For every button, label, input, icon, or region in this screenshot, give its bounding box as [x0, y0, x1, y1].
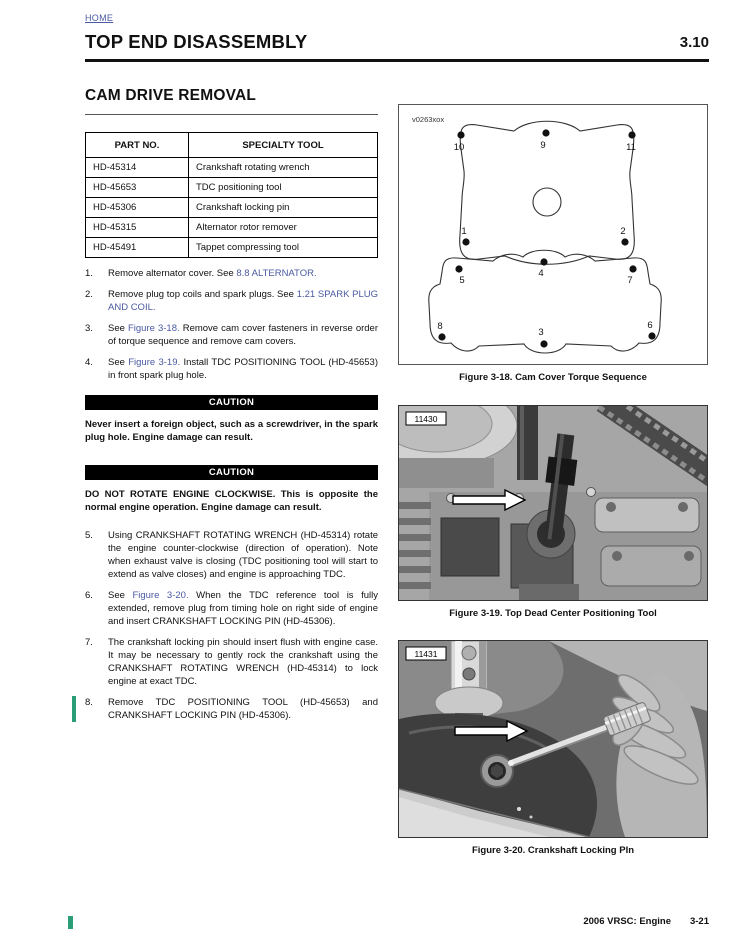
procedure-step-revised [85, 696, 378, 722]
tool-cell: Alternator rotor remover [189, 218, 378, 238]
figure-3-20 [398, 640, 708, 857]
step-text: See Figure 3-20. When the TDC reference tool is fully extended, remove plug from timing hole on right side of engine and insert CRANKSHAFT LOCKING PIN (HD-45306). [108, 590, 378, 627]
procedure-step [85, 356, 378, 382]
procedure-step [85, 529, 378, 581]
figure-3-19 [398, 405, 708, 620]
step-text: Remove alternator cover. See 8.8 ALTERNATOR. [108, 268, 317, 279]
table-row [86, 238, 378, 258]
figure-3-18 [398, 104, 708, 384]
photo-id-badge [406, 412, 446, 425]
col-header-specialty-tool: SPECIALTY TOOL [189, 133, 378, 158]
torque-bolt-number: 1 [461, 226, 467, 237]
tdc-tool-photo [398, 405, 708, 601]
torque-bolt-number: 7 [627, 275, 633, 286]
torque-bolt-dot [455, 265, 462, 272]
left-column [85, 86, 378, 730]
torque-bolt-dot [628, 131, 635, 138]
cross-reference-link[interactable]: 8.8 ALTERNATOR. [236, 268, 317, 279]
figure-caption: Figure 3-19. Top Dead Center Positioning Tool [449, 608, 657, 619]
caution-block [85, 395, 378, 444]
step-text: See Figure 3-19. Install TDC POSITIONING TOOL (HD-45653) in front spark plug hole. [108, 357, 378, 381]
section-number: 3.10 [679, 34, 709, 51]
torque-bolt-number: 4 [538, 268, 544, 279]
svg-text:11431: 11431 [414, 649, 438, 659]
part-no-cell: HD-45315 [86, 218, 189, 238]
torque-bolt-number: 5 [459, 275, 465, 286]
torque-bolt-number: 10 [453, 142, 465, 153]
step-number: 2. [85, 289, 93, 300]
page-title: TOP END DISASSEMBLY [85, 31, 308, 52]
manual-name: 2006 VRSC: Engine [583, 916, 671, 927]
caution-text: DO NOT ROTATE ENGINE CLOCKWISE. This is opposite the normal engine operation. Engine damage can result. [85, 489, 378, 513]
step-number: 4. [85, 357, 93, 368]
timing-hole-art [481, 755, 513, 787]
procedure-steps-1-4 [85, 267, 378, 382]
procedure-step [85, 636, 378, 688]
revision-change-bar [72, 696, 76, 722]
tool-cell: TDC positioning tool [189, 178, 378, 198]
cross-reference-link[interactable]: Figure 3-18. [127, 323, 180, 334]
step-text: Remove plug top coils and spark plugs. See 1.21 SPARK PLUG AND COIL. [108, 289, 378, 313]
part-no-cell: HD-45306 [86, 198, 189, 218]
procedure-step [85, 322, 378, 348]
heading-rule [85, 114, 378, 115]
locking-pin-photo [398, 640, 708, 838]
diagram-code: v0263xox [412, 115, 445, 124]
part-no-cell: HD-45491 [86, 238, 189, 258]
step-text: Remove TDC POSITIONING TOOL (HD-45653) and CRANKSHAFT LOCKING PIN (HD-45306). [108, 697, 378, 721]
torque-bolt-number: 2 [620, 226, 626, 237]
caution-block [85, 465, 378, 514]
caution-header: CAUTION [85, 465, 378, 480]
page-footer [583, 916, 709, 927]
torque-bolt-dot [542, 129, 549, 136]
tool-cell: Tappet compressing tool [189, 238, 378, 258]
cross-reference-link[interactable]: Figure 3-19. [128, 357, 181, 368]
engine-top-photo-art [399, 406, 707, 600]
torque-bolt-dot [648, 332, 655, 339]
torque-bolt-number: 11 [626, 142, 636, 153]
step-text: See Figure 3-18. Remove cam cover fasteners in reverse order of torque sequence and remove cam covers. [108, 323, 378, 347]
section-heading: CAM DRIVE REMOVAL [85, 87, 257, 104]
table-header-row [86, 133, 378, 158]
caution-text: Never insert a foreign object, such as a screwdriver, in the spark plug hole. Engine damage can result. [85, 419, 378, 443]
step-text: Using CRANKSHAFT ROTATING WRENCH (HD-45314) rotate the engine counter-clockwise (direction of operation). Note when exhaust valve is closing (TDC positioning tool will start to extend as valve closes) and engine is approaching TDC. [108, 530, 378, 580]
procedure-step [85, 589, 378, 628]
step-number: 6. [85, 590, 93, 601]
step-text: The crankshaft locking pin should insert flush with engine case. It may be necessary to gently rock the crankshaft using the CRANKSHAFT ROTATING WRENCH (HD-45314) to lock engine at exact TDC. [108, 637, 378, 687]
torque-bolt-dot [629, 265, 636, 272]
step-number: 8. [85, 697, 93, 708]
torque-bolt-dot [621, 238, 628, 245]
procedure-step [85, 288, 378, 314]
footer-revision-bar [68, 916, 73, 929]
torque-bolt-dot [540, 340, 547, 347]
torque-bolt-dot [540, 258, 547, 265]
torque-sequence-bolts [437, 129, 655, 347]
step-number: 3. [85, 323, 93, 334]
torque-bolt-number: 9 [540, 140, 546, 151]
cross-reference-link[interactable]: 1.21 SPARK PLUG AND COIL. [108, 289, 378, 313]
procedure-step [85, 267, 378, 280]
upper-cam-cover-outline [429, 121, 661, 353]
col-header-part-no: PART NO. [86, 133, 189, 158]
table-row [86, 178, 378, 198]
part-no-cell: HD-45653 [86, 178, 189, 198]
table-row [86, 218, 378, 238]
step-number: 1. [85, 268, 93, 279]
specialty-tool-table [85, 132, 378, 258]
torque-bolt-number: 6 [647, 320, 653, 331]
page-number: 3-21 [689, 916, 709, 927]
step-number: 5. [85, 530, 93, 541]
torque-bolt-number: 3 [538, 327, 544, 338]
step-number: 7. [85, 637, 93, 648]
cross-reference-link[interactable]: Figure 3-20. [132, 590, 189, 601]
cam-cover-diagram-art [399, 105, 707, 364]
torque-bolt-dot [457, 131, 464, 138]
table-row [86, 198, 378, 218]
torque-bolt-dot [462, 238, 469, 245]
figure-caption: Figure 3-20. Crankshaft Locking PIn [471, 845, 635, 856]
tool-cell: Crankshaft locking pin [189, 198, 378, 218]
caution-header: CAUTION [85, 395, 378, 410]
table-row [86, 158, 378, 178]
procedure-steps-5-8 [85, 529, 378, 722]
home-link[interactable]: HOME [85, 13, 114, 23]
photo-id-badge [406, 647, 446, 660]
svg-text:11430: 11430 [414, 414, 438, 424]
torque-bolt-number: 8 [437, 321, 443, 332]
crankcase-photo-art [399, 641, 707, 837]
header-rule [85, 59, 709, 62]
figure-caption: Figure 3-18. Cam Cover Torque Sequence [459, 372, 647, 383]
part-no-cell: HD-45314 [86, 158, 189, 178]
torque-sequence-diagram [398, 104, 708, 365]
tool-cell: Crankshaft rotating wrench [189, 158, 378, 178]
torque-bolt-dot [438, 333, 445, 340]
